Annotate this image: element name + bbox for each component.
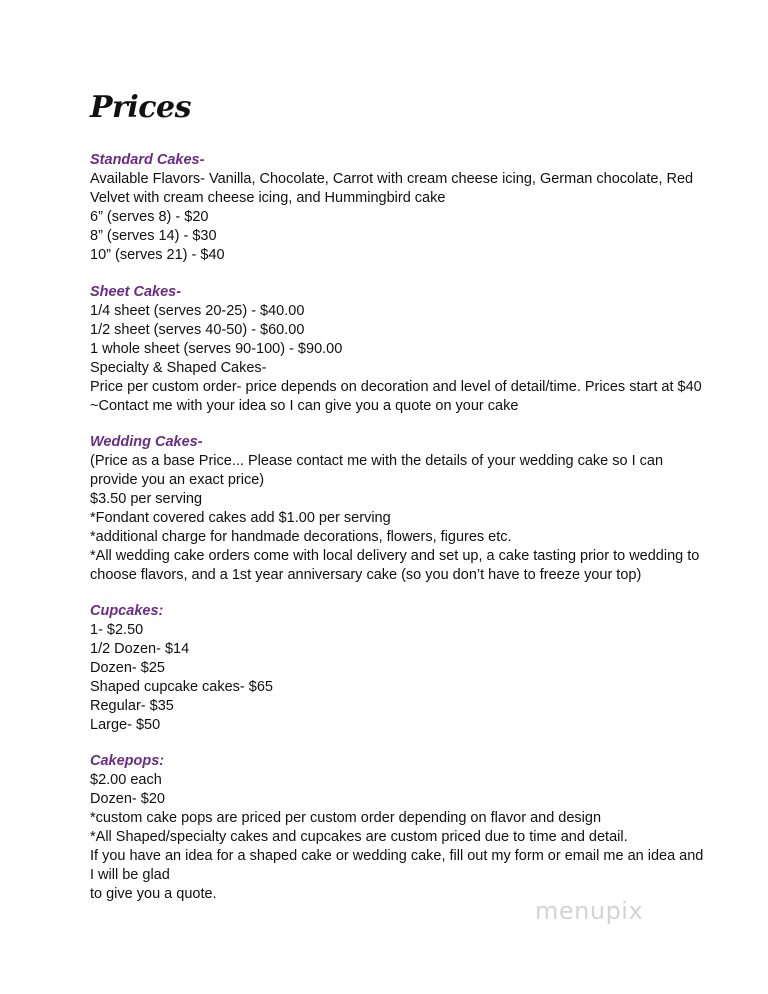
section-heading: Cakepops: [90, 753, 165, 769]
text-line: Price per custom order- price depends on decoration and level of detail/time. Prices start at $40 [90, 379, 702, 395]
text-line: 1 whole sheet (serves 90-100) - $90.00 [90, 341, 343, 357]
text-line: 10” (serves 21) - $40 [90, 247, 225, 263]
text-line: *Fondant covered cakes add $1.00 per serving [90, 510, 391, 526]
text-line: choose flavors, and a 1st year anniversary cake (so you don’t have to freeze your top) [90, 567, 642, 583]
section-heading: Cupcakes: [90, 603, 164, 619]
text-line: *All wedding cake orders come with local delivery and set up, a cake tasting prior to wedding to [90, 548, 700, 564]
text-line: Dozen- $25 [90, 660, 165, 676]
section-heading: Wedding Cakes- [90, 434, 203, 450]
text-line: Velvet with cream cheese icing, and Hummingbird cake [90, 190, 446, 206]
text-line: I will be glad [90, 867, 170, 883]
text-line: If you have an idea for a shaped cake or wedding cake, fill out my form or email me an idea and [90, 848, 704, 864]
section-cakepops [90, 752, 730, 904]
watermark-logo: menupix [535, 897, 644, 925]
text-line: Large- $50 [90, 717, 161, 733]
text-line: 6” (serves 8) - $20 [90, 209, 209, 225]
section-sheet-cakes [90, 283, 730, 416]
text-line: Shaped cupcake cakes- $65 [90, 679, 273, 695]
text-line: 1- $2.50 [90, 622, 144, 638]
text-line: to give you a quote. [90, 886, 217, 902]
text-line: Dozen- $20 [90, 791, 165, 807]
section-standard-cakes [90, 151, 730, 265]
text-line: Specialty & Shaped Cakes- [90, 360, 267, 376]
section-cupcakes [90, 602, 730, 735]
text-line: 1/2 Dozen- $14 [90, 641, 190, 657]
text-line: $2.00 each [90, 772, 162, 788]
text-line: Regular- $35 [90, 698, 174, 714]
text-line: *All Shaped/specialty cakes and cupcakes are custom priced due to time and detail. [90, 829, 628, 845]
text-line: Available Flavors- Vanilla, Chocolate, Carrot with cream cheese icing, German chocolate, Red [90, 171, 694, 187]
text-line: 1/4 sheet (serves 20-25) - $40.00 [90, 303, 305, 319]
text-line: 8” (serves 14) - $30 [90, 228, 217, 244]
section-heading: Sheet Cakes- [90, 284, 182, 300]
text-line: $3.50 per serving [90, 491, 203, 507]
text-line: *custom cake pops are priced per custom order depending on flavor and design [90, 810, 602, 826]
text-line: 1/2 sheet (serves 40-50) - $60.00 [90, 322, 305, 338]
text-line: ~Contact me with your idea so I can give you a quote on your cake [90, 398, 519, 414]
section-heading: Standard Cakes- [90, 152, 205, 168]
section-wedding-cakes [90, 433, 730, 585]
page-title: Prices [90, 90, 192, 125]
text-line: provide you an exact price) [90, 472, 265, 488]
text-line: (Price as a base Price... Please contact me with the details of your wedding cake so I can [90, 453, 664, 469]
text-line: *additional charge for handmade decorations, flowers, figures etc. [90, 529, 512, 545]
